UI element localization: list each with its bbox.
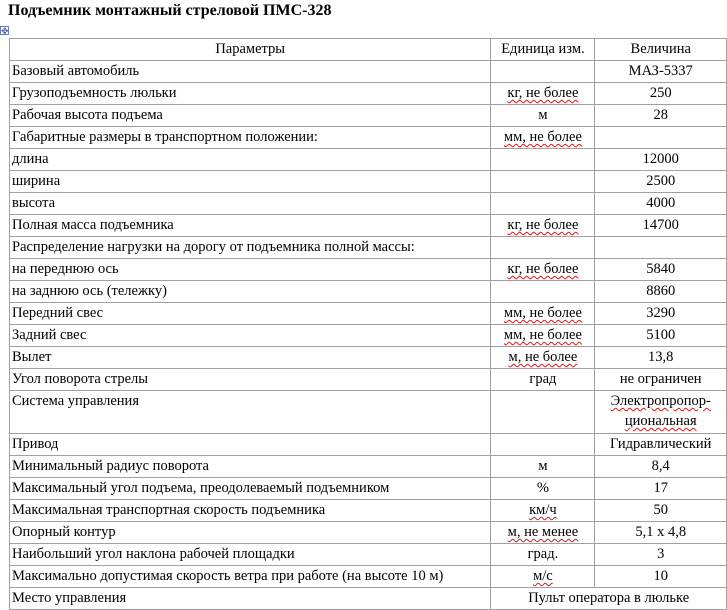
unit-cell: м, не более: [491, 347, 595, 369]
table-row: [10, 281, 727, 303]
table-row: [10, 456, 727, 478]
value-cell: 5840: [595, 259, 727, 281]
param-cell: Полная масса подъемника: [10, 215, 491, 237]
table-row: [10, 171, 727, 193]
unit-cell: км/ч: [491, 500, 595, 522]
unit-cell: мм, не более: [491, 127, 595, 149]
value-cell: не ограничен: [595, 369, 727, 391]
value-cell: Пульт оператора в люльке: [491, 588, 727, 610]
header-param: Параметры: [10, 39, 491, 61]
param-cell: Максимально допустимая скорость ветра при работе (на высоте 10 м): [10, 566, 491, 588]
table-header-row: [10, 39, 727, 61]
param-cell: высота: [10, 193, 491, 215]
value-cell: [595, 237, 727, 259]
table-row: [10, 259, 727, 281]
table-row: [10, 434, 727, 456]
param-cell: Рабочая высота подъема: [10, 105, 491, 127]
param-cell: Место управления: [10, 588, 491, 610]
unit-cell: мм, не более: [491, 303, 595, 325]
param-cell: на переднюю ось: [10, 259, 491, 281]
value-cell: 5100: [595, 325, 727, 347]
table-row: [10, 83, 727, 105]
value-cell: 2500: [595, 171, 727, 193]
param-cell: Угол поворота стрелы: [10, 369, 491, 391]
unit-cell: мм, не более: [491, 325, 595, 347]
value-cell: 10: [595, 566, 727, 588]
value-cell: Гидравлический: [595, 434, 727, 456]
spec-table: [9, 38, 727, 610]
table-row: [10, 61, 727, 83]
table-row: [10, 369, 727, 391]
unit-cell: кг, не более: [491, 83, 595, 105]
table-row: [10, 215, 727, 237]
param-cell: Максимальная транспортная скорость подъемника: [10, 500, 491, 522]
table-row: [10, 478, 727, 500]
table-row: [10, 500, 727, 522]
value-cell: Электропропор-циональная: [595, 391, 727, 434]
param-cell: Система управления: [10, 391, 491, 434]
param-cell: Распределение нагрузки на дорогу от подъемника полной массы:: [10, 237, 491, 259]
table-row: [10, 391, 727, 434]
param-cell: Базовый автомобиль: [10, 61, 491, 83]
unit-cell: [491, 149, 595, 171]
unit-cell: кг, не более: [491, 215, 595, 237]
unit-cell: [491, 434, 595, 456]
param-cell: Передний свес: [10, 303, 491, 325]
value-cell: 14700: [595, 215, 727, 237]
table-row: [10, 193, 727, 215]
table-row: [10, 566, 727, 588]
value-cell: 17: [595, 478, 727, 500]
table-row: [10, 544, 727, 566]
unit-cell: м, не менее: [491, 522, 595, 544]
value-cell: МАЗ-5337: [595, 61, 727, 83]
value-cell: 8860: [595, 281, 727, 303]
value-cell: 4000: [595, 193, 727, 215]
param-cell: Минимальный радиус поворота: [10, 456, 491, 478]
value-cell: 3: [595, 544, 727, 566]
value-cell: 28: [595, 105, 727, 127]
unit-cell: м: [491, 456, 595, 478]
param-cell: Максимальный угол подъема, преодолеваемый подъемником: [10, 478, 491, 500]
param-cell: Габаритные размеры в транспортном положении:: [10, 127, 491, 149]
value-cell: 50: [595, 500, 727, 522]
page-title: Подъемник монтажный стреловой ПМС-328: [8, 2, 332, 19]
param-cell: длина: [10, 149, 491, 171]
value-cell: [595, 127, 727, 149]
param-cell: Вылет: [10, 347, 491, 369]
unit-cell: град.: [491, 544, 595, 566]
value-cell: 250: [595, 83, 727, 105]
unit-cell: м/с: [491, 566, 595, 588]
value-cell: 3290: [595, 303, 727, 325]
table-move-handle-icon[interactable]: ✥: [1, 26, 9, 36]
value-cell: 12000: [595, 149, 727, 171]
value-cell: 8,4: [595, 456, 727, 478]
param-cell: Наибольший угол наклона рабочей площадки: [10, 544, 491, 566]
table-row: [10, 303, 727, 325]
value-cell: 5,1 х 4,8: [595, 522, 727, 544]
unit-cell: [491, 171, 595, 193]
table-row: [10, 105, 727, 127]
unit-cell: м: [491, 105, 595, 127]
table-row: [10, 522, 727, 544]
param-cell: ширина: [10, 171, 491, 193]
param-cell: Грузоподъемность люльки: [10, 83, 491, 105]
param-cell: Опорный контур: [10, 522, 491, 544]
header-value: Величина: [595, 39, 727, 61]
param-cell: Задний свес: [10, 325, 491, 347]
unit-cell: [491, 281, 595, 303]
table-row: [10, 325, 727, 347]
table-row: [10, 588, 727, 610]
table-row: [10, 347, 727, 369]
unit-cell: [491, 391, 595, 434]
table-row: [10, 127, 727, 149]
unit-cell: [491, 193, 595, 215]
value-cell: 13,8: [595, 347, 727, 369]
unit-cell: %: [491, 478, 595, 500]
unit-cell: кг, не более: [491, 259, 595, 281]
header-unit: Единица изм.: [491, 39, 595, 61]
table-row: [10, 149, 727, 171]
param-cell: Привод: [10, 434, 491, 456]
param-cell: на заднюю ось (тележку): [10, 281, 491, 303]
unit-cell: [491, 61, 595, 83]
unit-cell: [491, 237, 595, 259]
table-row: [10, 237, 727, 259]
unit-cell: град: [491, 369, 595, 391]
